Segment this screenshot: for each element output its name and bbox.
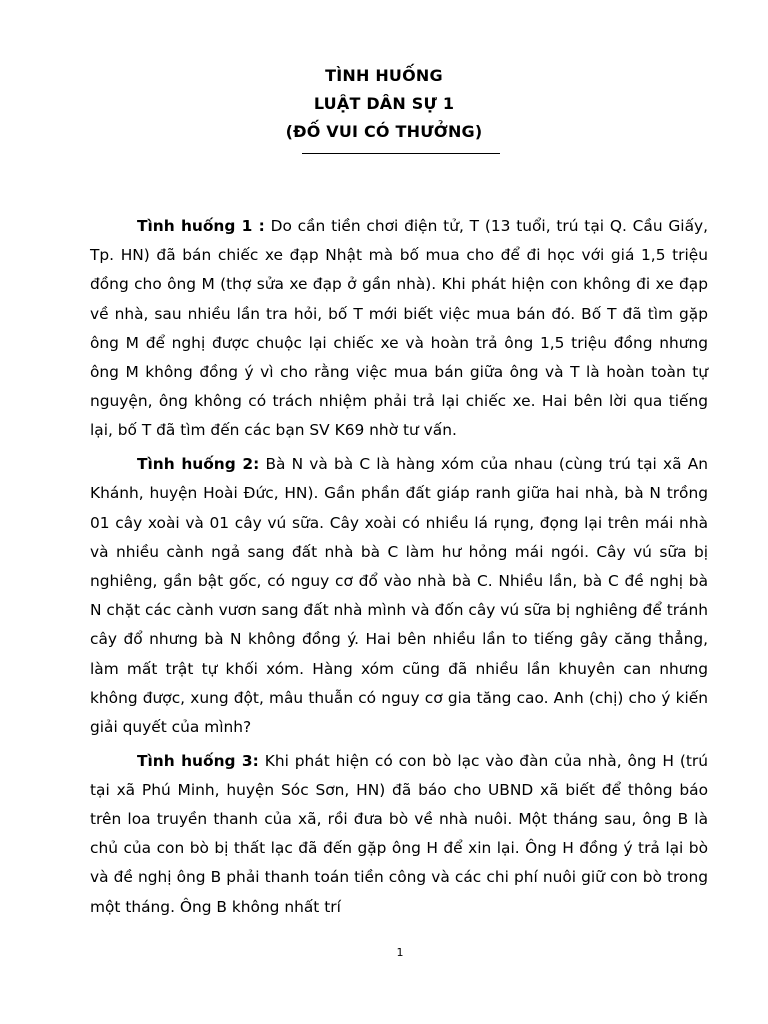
situation-3-text: Khi phát hiện có con bò lạc vào đàn của nhà, ông H (trú tại xã Phú Minh, huyện Sóc Sơn, HN) đã báo cho UBND xã biết để thông báo trên loa truyền thanh của xã, rồi đưa bò về nhà nuôi. Một tháng sau, ông B là chủ của con bò bị thất lạc đã đến gặp ông H để xin lại. Ông H đồng ý trả lại bò và đề nghị ông B phải thanh toán tiền công và các chi phí nuôi giữ con bò trong một tháng. Ông B không nhất trí (90, 751, 708, 916)
situation-2-heading: Tình huống 2: (137, 455, 260, 474)
page-number: 1 (396, 946, 404, 959)
situation-1-heading: Tình huống 1 : (137, 217, 265, 235)
document-header (0, 62, 768, 146)
situation-2-text: Bà N và bà C là hàng xóm của nhau (cùng trú tại xã An Khánh, huyện Hoài Đức, HN). Gần phần đất giáp ranh giữa hai nhà, bà N trồng 01 cây xoài và 01 cây vú sữa. Cây xoài có nhiều lá rụng, đọng lại trên mái nhà và nhiều cành ngả sang đất nhà bà C làm hư hỏng mái ngói. Cây vú sữa bị nghiêng, gần bật gốc, có nguy cơ đổ vào nhà bà C. Nhiều lần, bà C đề nghị bà N chặt các cành vươn sang đất nhà mình và đốn cây vú sữa bị nghiêng để tránh cây đổ nhưng bà N không đồng ý. Hai bên nhiều lần to tiếng gây căng thẳng, làm mất trật tự khối xóm. Hàng xóm cũng đã nhiều lần khuyên can nhưng không được, xung đột, mâu thuẫn có nguy cơ gia tăng cao. Anh (chị) cho ý kiến giải quyết của mình? (90, 455, 708, 736)
situation-3-paragraph (90, 747, 708, 922)
situation-2-paragraph (90, 450, 708, 742)
situation-1-text: Do cần tiền chơi điện tử, T (13 tuổi, trú tại Q. Cầu Giấy, Tp. HN) đã bán chiếc xe đạp Nhật mà bố mua cho để đi học với giá 1,5 triệu đồng cho ông M (thợ sửa xe đạp ở gần nhà). Khi phát hiện con không đi xe đạp về nhà, sau nhiều lần tra hỏi, bố T mới biết việc mua bán đó. Bố T đã tìm gặp ông M để nghị được chuộc lại chiếc xe và hoàn trả ông 1,5 triệu đồng nhưng ông M không đồng ý vì cho rằng việc mua bán giữa ông và T là hoàn toàn tự nguyện, ông không có trách nhiệm phải trả lại chiếc xe. Hai bên lời qua tiếng lại, bố T đã tìm đến các bạn SV K69 nhờ tư vấn. (90, 217, 708, 440)
title-line-1: TÌNH HUỐNG (325, 66, 443, 85)
situation-3-heading: Tình huống 3: (137, 751, 259, 770)
title-line-3: (ĐỐ VUI CÓ THƯỞNG) (285, 122, 483, 141)
situation-1-paragraph (90, 212, 708, 446)
title-line-2: LUẬT DÂN SỰ 1 (313, 94, 455, 113)
title-divider (302, 153, 500, 154)
document-body (90, 212, 708, 926)
